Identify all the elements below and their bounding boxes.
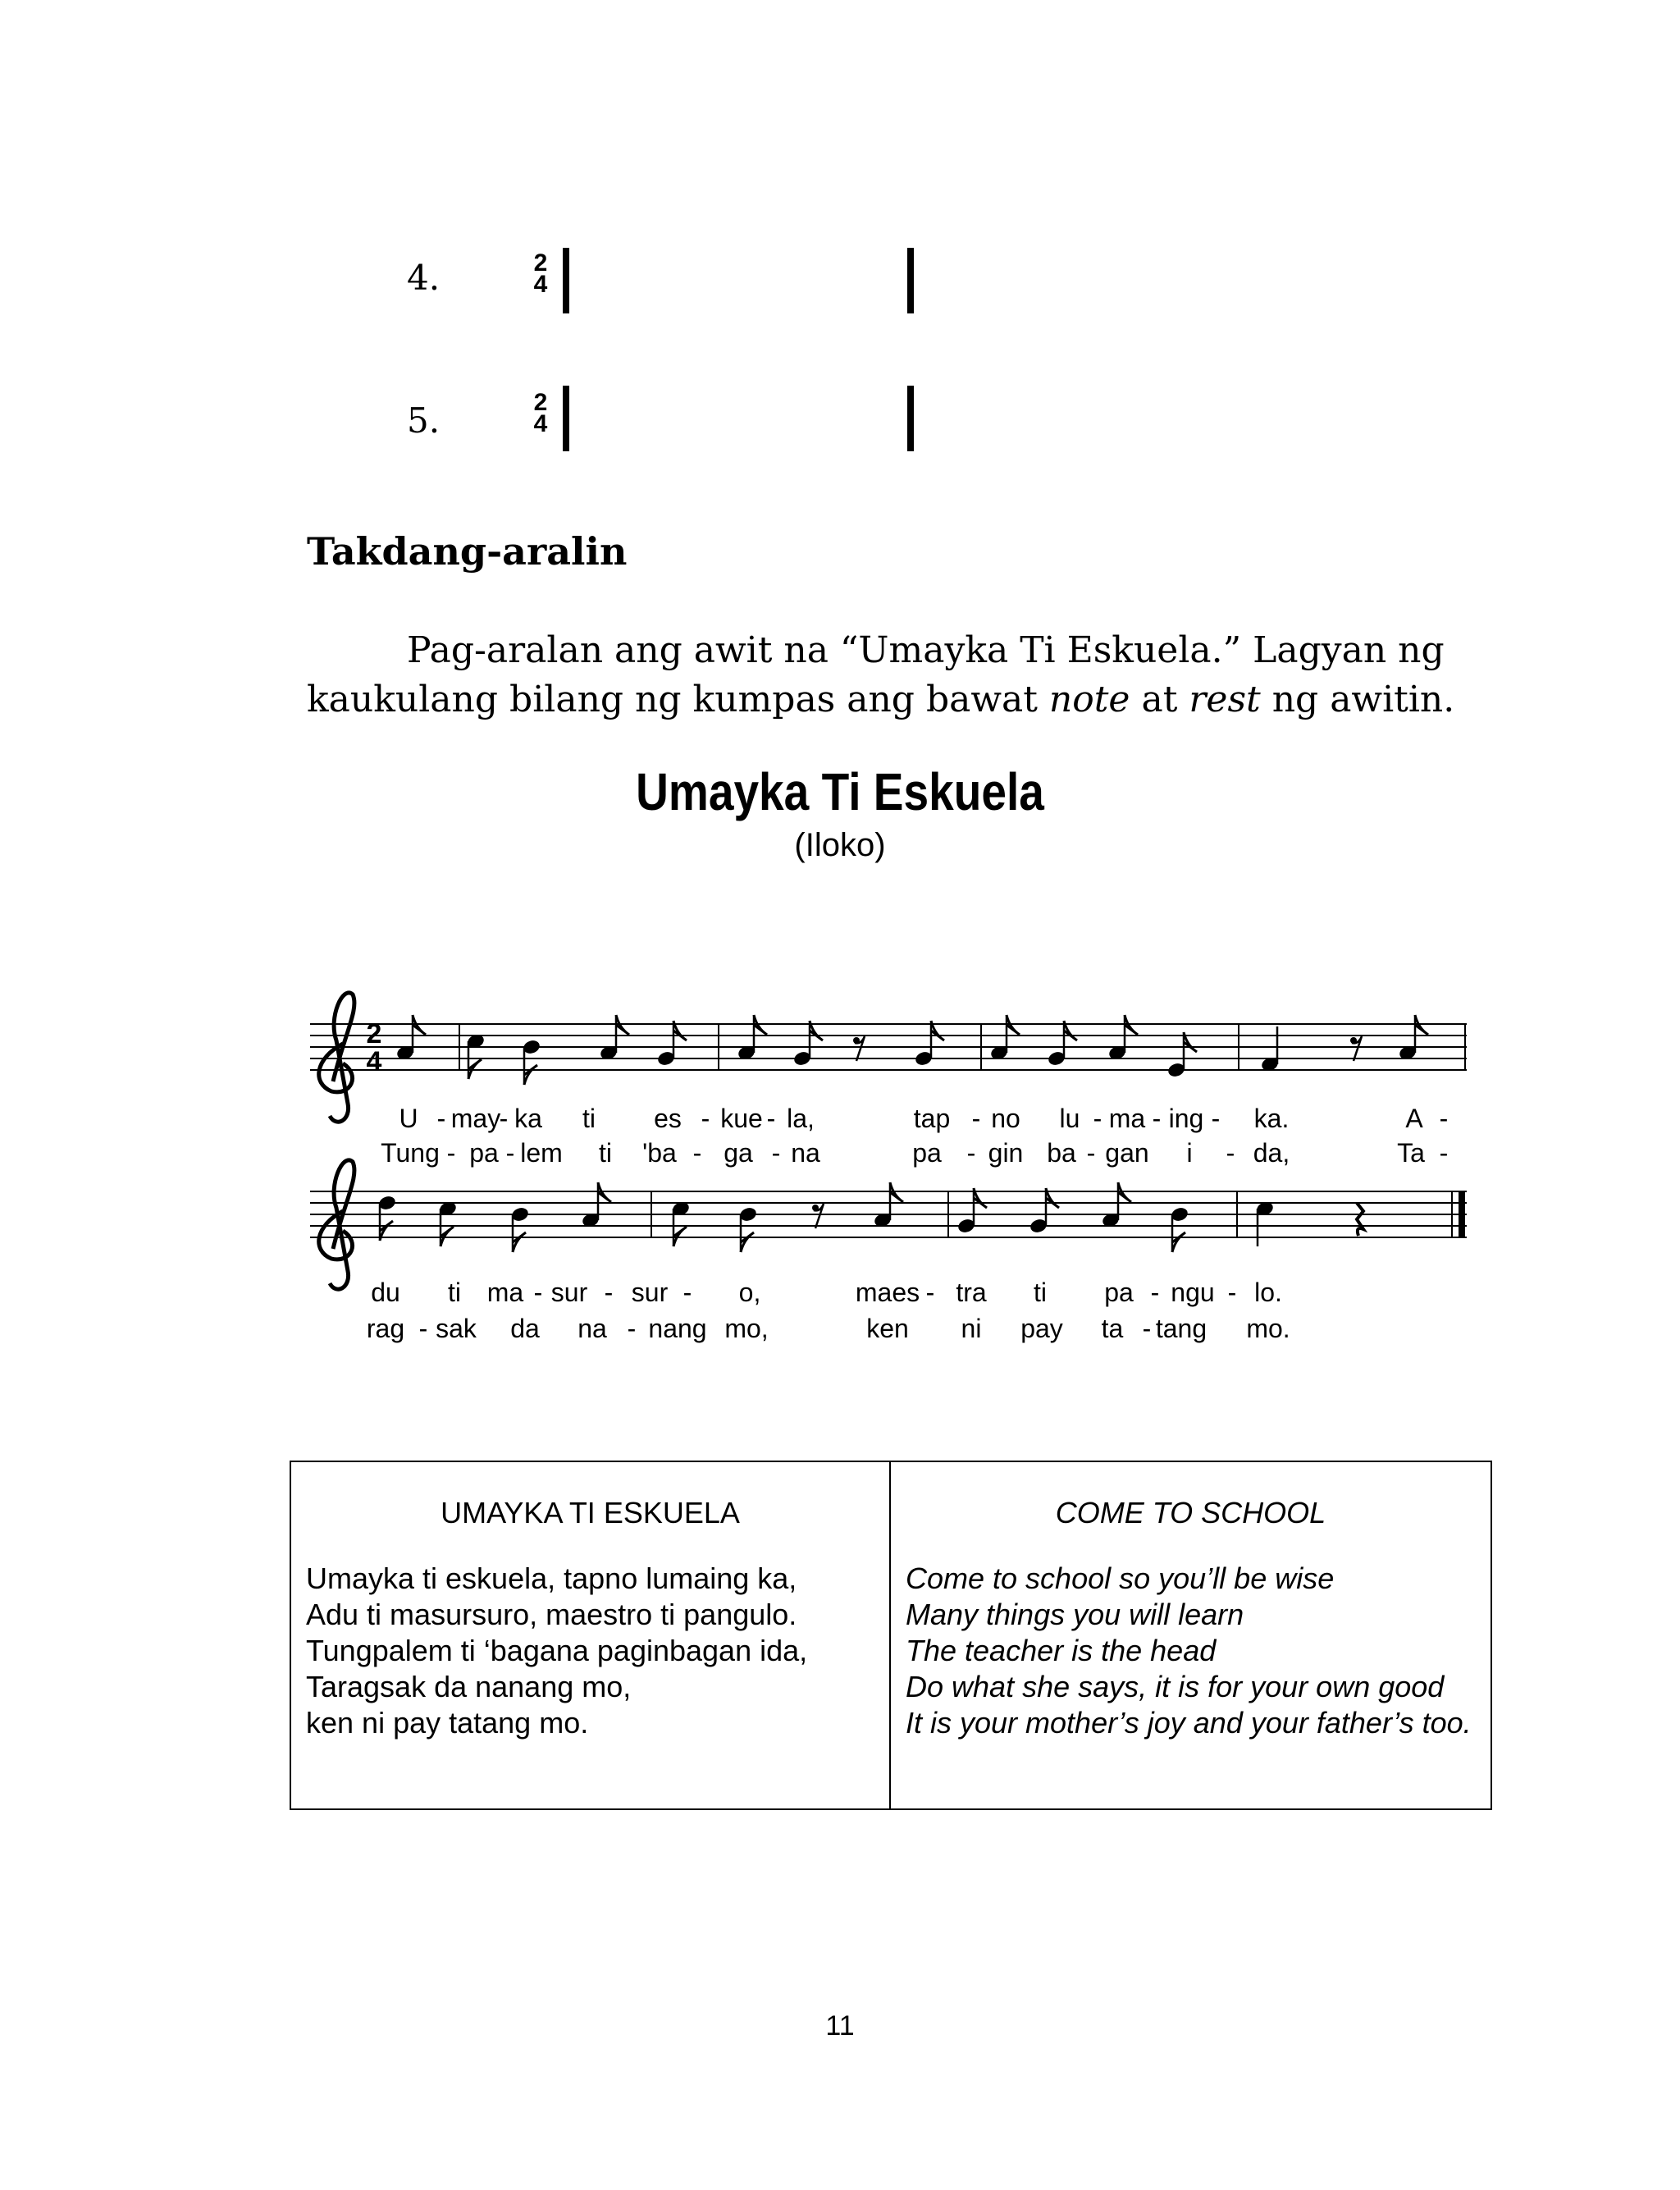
lyric-syllable: -	[436, 1104, 446, 1133]
treble-clef-icon	[319, 1160, 354, 1289]
lyric-syllable: tap	[913, 1104, 951, 1133]
lyric-syllable: -	[505, 1138, 515, 1168]
time-signature-top: 2	[533, 249, 548, 277]
lyric-syllable: -	[499, 1104, 509, 1133]
lyric-syllable: lo.	[1254, 1278, 1282, 1307]
lyric-syllable: ba	[1047, 1138, 1076, 1168]
time-signature-top: 2	[366, 1018, 382, 1049]
song-title: Umayka Ti Eskuela	[636, 762, 1044, 821]
lyric-syllable: -	[604, 1278, 614, 1307]
lyric-syllable: ka	[514, 1104, 542, 1133]
lyric-syllable: ti	[582, 1104, 596, 1133]
lyric-syllable: lu	[1059, 1104, 1080, 1133]
lyric-syllable: ti	[1034, 1278, 1047, 1307]
instruction-text: Pag-aralan ang awit na “Umayka Ti Eskuela.” Lagyan ng kaukulang bilang ng kumpas ang bawat	[307, 629, 1445, 720]
lyric-syllable: sak	[436, 1314, 477, 1343]
lyric-syllable: tra	[956, 1278, 987, 1307]
lyric-line: ken ni pay tatang mo.	[306, 1706, 589, 1740]
lyric-syllable: -	[1439, 1138, 1449, 1168]
lyric-syllable: -	[1439, 1104, 1449, 1133]
lyric-syllable: rag	[366, 1314, 405, 1343]
lyric-syllable: -	[446, 1138, 456, 1168]
note-flag	[513, 1232, 526, 1252]
lyric-syllable: -	[1152, 1104, 1162, 1133]
lyric-syllable: mo,	[724, 1314, 769, 1343]
lyric-syllable: -	[627, 1314, 637, 1343]
translation-line: It is your mother’s joy and your father’s too.	[906, 1706, 1472, 1740]
lyric-syllable: tang	[1155, 1314, 1208, 1343]
lyric-syllable: ta	[1101, 1314, 1124, 1343]
staff-system-2	[310, 1160, 1467, 1289]
lyric-syllable: pa	[1104, 1278, 1134, 1307]
instruction-text: at	[1130, 679, 1189, 720]
translation-line: Come to school so you’ll be wise	[906, 1561, 1335, 1595]
lyric-syllable: -	[971, 1104, 981, 1133]
lyric-syllable: ni	[961, 1314, 982, 1343]
lyric-syllable: ti	[599, 1138, 612, 1168]
lyric-syllable: ing	[1168, 1104, 1204, 1133]
lyrics-table	[290, 1461, 1492, 1810]
lyric-syllable: es	[654, 1104, 682, 1133]
lyric-syllable: sur	[550, 1278, 588, 1307]
lyric-syllable: may	[450, 1104, 501, 1133]
lyric-syllable: -	[1086, 1138, 1096, 1168]
lyric-syllable: -	[925, 1278, 935, 1307]
instruction-term-rest: rest	[1189, 679, 1261, 720]
lyric-syllable: ka.	[1253, 1104, 1290, 1133]
page-number: 11	[825, 2010, 855, 2041]
lyric-syllable: -	[766, 1104, 776, 1133]
lyric-syllable: U	[399, 1104, 418, 1133]
lyric-syllable: nang	[648, 1314, 707, 1343]
quarter-rest-icon	[1357, 1203, 1363, 1236]
lyric-syllable: -	[701, 1104, 710, 1133]
staff-lines	[310, 1024, 1467, 1070]
lyric-syllable: ti	[448, 1278, 461, 1307]
instruction-term-note: note	[1048, 679, 1130, 720]
lyric-syllable: -	[1211, 1104, 1221, 1133]
lyric-syllable: -	[533, 1278, 543, 1307]
staff-marks	[377, 1182, 1462, 1252]
lyric-syllable: Ta	[1397, 1138, 1425, 1168]
lyric-syllable: ngu	[1171, 1278, 1215, 1307]
original-lyrics-column	[291, 1462, 891, 1808]
lyric-syllable: gin	[988, 1138, 1024, 1168]
lyric-syllable: na	[791, 1138, 820, 1168]
lyric-syllable: A	[1405, 1104, 1423, 1133]
lyric-syllable: i	[1186, 1138, 1193, 1168]
lyric-syllable: -	[1142, 1314, 1152, 1343]
lyric-line: Umayka ti eskuela, tapno lumaing ka,	[306, 1561, 797, 1595]
lyric-syllable: ma	[1108, 1104, 1146, 1133]
lyric-line: Tungpalem ti ‘bagana paginbagan ida,	[306, 1634, 808, 1667]
lyric-syllable: da	[510, 1314, 540, 1343]
homework-heading: Takdang-aralin	[307, 529, 628, 574]
exercise-number: 5.	[407, 400, 441, 441]
lyric-syllable: 'ba	[642, 1138, 677, 1168]
treble-clef-icon	[319, 993, 354, 1122]
staff-system-1	[310, 993, 1467, 1122]
staff-lines	[310, 1191, 1467, 1237]
lyric-syllable: -	[771, 1138, 781, 1168]
lyric-line: Taragsak da nanang mo,	[306, 1670, 632, 1703]
lyric-syllable: -	[1093, 1104, 1102, 1133]
lyric-syllable: -	[966, 1138, 976, 1168]
lyric-line: Adu ti masursuro, maestro ti pangulo.	[306, 1598, 797, 1631]
lyric-syllable: pa	[912, 1138, 942, 1168]
lyric-syllable: ken	[866, 1314, 909, 1343]
exercise-number: 4.	[407, 258, 441, 298]
lyric-syllable: kue	[720, 1104, 763, 1133]
lyric-syllable: -	[1227, 1278, 1237, 1307]
translation-line: Do what she says, it is for your own good	[906, 1670, 1445, 1703]
time-signature-bottom: 4	[533, 410, 548, 437]
lyric-syllable: na	[578, 1314, 607, 1343]
lyric-syllable: mo.	[1246, 1314, 1290, 1343]
instruction-text: ng awitin.	[1260, 679, 1455, 720]
lyric-syllable: -	[418, 1314, 428, 1343]
lyric-syllable: da,	[1253, 1138, 1290, 1168]
note-flag	[1172, 1232, 1185, 1252]
translation-line: Many things you will learn	[906, 1598, 1244, 1631]
translation-heading: COME TO SCHOOL	[1055, 1496, 1326, 1529]
lyric-syllable: -	[682, 1278, 692, 1307]
lyric-syllable: gan	[1105, 1138, 1149, 1168]
staff-marks	[395, 1015, 1465, 1085]
lyric-syllable: Tung	[381, 1138, 440, 1168]
lyric-syllable: pay	[1020, 1314, 1063, 1343]
lyric-syllable: o,	[738, 1278, 761, 1307]
lyric-syllable: -	[1150, 1278, 1160, 1307]
lyric-syllable: ga	[724, 1138, 753, 1168]
lyric-syllable: maes	[855, 1278, 920, 1307]
time-signature-bottom: 4	[533, 271, 548, 298]
lyric-syllable: lem	[520, 1138, 563, 1168]
time-signature-top: 2	[533, 389, 548, 416]
note-flag	[524, 1065, 537, 1085]
translation-column	[891, 1462, 1491, 1808]
lyric-syllable: no	[991, 1104, 1020, 1133]
lyric-syllable: pa	[469, 1138, 499, 1168]
lyric-syllable: sur	[631, 1278, 669, 1307]
translation-line: The teacher is the head	[906, 1634, 1217, 1667]
song-subtitle: (Iloko)	[794, 827, 886, 863]
original-lyrics-heading: UMAYKA TI ESKUELA	[441, 1496, 740, 1529]
lyric-syllable: ma	[486, 1278, 524, 1307]
lyric-syllable: -	[692, 1138, 702, 1168]
lyric-syllable: la,	[787, 1104, 815, 1133]
note-flag	[741, 1232, 754, 1252]
lyric-syllable: du	[371, 1278, 400, 1307]
time-signature-bottom: 4	[366, 1046, 382, 1077]
lyric-syllable: -	[1226, 1138, 1235, 1168]
